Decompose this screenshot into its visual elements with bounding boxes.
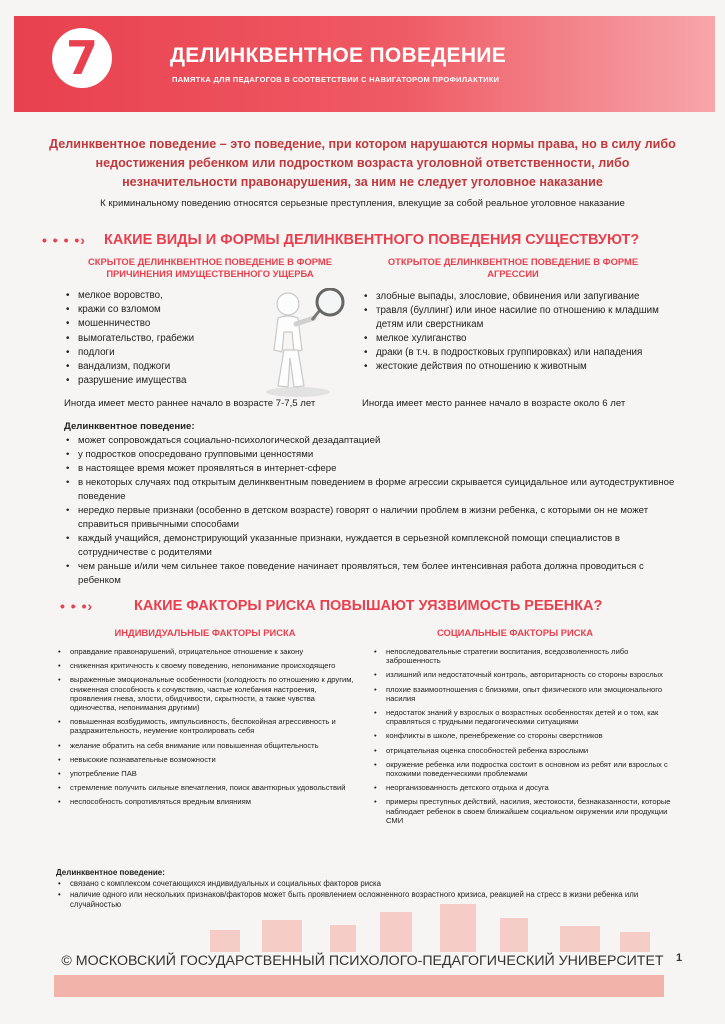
- arrow-icon: • • •›: [60, 598, 94, 614]
- page-title: ДЕЛИНКВЕНТНОЕ ПОВЕДЕНИЕ: [170, 44, 507, 67]
- bullet-list: [64, 434, 684, 588]
- list-item: • вандализм, поджоги: [64, 360, 284, 374]
- list-item: • наличие одного или нескольких признаков/факторов может быть проявлением осложненного возрастного кризиса, реакцией на стресс в жизни ребенка или случайностью: [56, 890, 656, 911]
- list-item: • стремление получить сильные впечатления, поиск авантюрных удовольствий: [56, 783, 356, 792]
- bullet-list: [362, 290, 682, 374]
- list-item: • мелкое хулиганство: [362, 332, 682, 346]
- list-item: • чем раньше и/или чем сильнее такое поведение начинает проявляться, тем более интенсивная работа должна проводиться с ребенком: [64, 560, 684, 588]
- list-item: • неорганизованность детского отдыха и досуга: [372, 783, 672, 792]
- list-item: • подлоги: [64, 346, 284, 360]
- list-item: • невысокие познавательные возможности: [56, 755, 356, 764]
- list-item: • разрушение имущества: [64, 374, 284, 388]
- copyright-text: © МОСКОВСКИЙ ГОСУДАРСТВЕННЫЙ ПСИХОЛОГО-ПЕДАГОГИЧЕСКИЙ УНИВЕРСИТЕТ: [61, 953, 664, 969]
- list-item: • окружение ребенка или подростка состоит в основном из ребят или взрослых с похожими поведенческими проблемами: [372, 760, 672, 778]
- list-item: • употребление ПАВ: [56, 769, 356, 778]
- summary2-title: Делинквентное поведение:: [56, 868, 165, 877]
- magnifier-figure-icon: [248, 288, 356, 400]
- list-item: • жестокие действия по отношению к животным: [362, 360, 682, 374]
- page-number: 1: [676, 952, 683, 964]
- list-item: • мелкое воровство,: [64, 289, 284, 303]
- hidden-behavior-note: Иногда имеет место раннее начало в возрасте 7-7,5 лет: [64, 398, 316, 409]
- list-item: • кражи со взломом: [64, 303, 284, 317]
- list-item: • оправдание правонарушений, отрицательное отношение к закону: [56, 647, 356, 656]
- list-item: • желание обратить на себя внимание или повышенная общительность: [56, 741, 356, 750]
- list-item: • отрицательная оценка способностей ребенка взрослыми: [372, 746, 672, 755]
- list-item: • каждый учащийся, демонстрирующий указанные признаки, нуждается в серьезной комплексной помощи специалистов в сотрудничестве с родителями: [64, 532, 684, 560]
- hidden-behavior-heading: СКРЫТОЕ ДЕЛИНКВЕНТНОЕ ПОВЕДЕНИЕ В ФОРМЕ ПРИЧИНЕНИЯ ИМУЩЕСТВЕННОГО УЩЕРБА: [88, 256, 332, 279]
- list-item: • травля (буллинг) или иное насилие по отношению к младшим детям или сверстникам: [362, 304, 682, 332]
- list-item: • неспособность сопротивляться вредным влияниям: [56, 797, 356, 806]
- list-item: • злобные выпады, злословие, обвинения или запугивание: [362, 290, 682, 304]
- list-item: • конфликты в школе, пренебрежение со стороны сверстников: [372, 731, 672, 740]
- open-behavior-list: [362, 290, 682, 374]
- list-item: • выраженные эмоциональные особенности (холодность по отношению к другим, сниженная способность к сочувствию, частые колебания настроения, проявления гнева, злости, обидчивости, скрытности, а также чувства одиночества, непонимания другими): [56, 675, 356, 712]
- list-item: • повышенная возбудимость, импульсивность, беспокойная агрессивность и раздражительность, неумение контролировать себя: [56, 717, 356, 735]
- list-item: • у подростков опосредовано групповыми ценностями: [64, 448, 684, 462]
- individual-factors-list: [56, 647, 356, 812]
- criminal-note: К криминальному поведению относятся серьезные преступления, влекущие за собой реальное уголовное наказание: [100, 198, 625, 209]
- list-item: • излишний или недостаточный контроль, авторитарность со стороны взрослых: [372, 670, 672, 679]
- list-item: • примеры преступных действий, насилия, жестокости, безнаказанности, которые наблюдает ребенок в своем ближайшем социальном окружении или продукции СМИ: [372, 797, 672, 825]
- list-item: • вымогательство, грабежи: [64, 332, 284, 346]
- list-item: • сниженная критичность к своему поведению, непонимание происходящего: [56, 661, 356, 670]
- bullet-list: [56, 879, 656, 911]
- list-item: • недостаток знаний у взрослых о возрастных особенностях детей и о том, как справляться с трудными педагогическими ситуациями: [372, 708, 672, 726]
- section-number-badge: 7: [52, 28, 112, 88]
- list-item: • нередко первые признаки (особенно в детском возрасте) говорят о наличии проблем в жизни ребенка, с которыми он не может справиться привычными способами: [64, 504, 684, 532]
- summary1-list: [64, 434, 684, 588]
- definition-text: Делинквентное поведение – это поведение, при котором нарушаются нормы права, но в силу либо недостижения ребенком или подростком возраста уголовной ответственности, либо незначительности правонарушения, за ним не следует уголовное наказание: [49, 137, 676, 189]
- list-item: • непоследовательные стратегии воспитания, вседозволенность либо заброшенность: [372, 647, 672, 665]
- summary2-list: [56, 879, 656, 911]
- list-item: • связано с комплексом сочетающихся индивидуальных и социальных факторов риска: [56, 879, 656, 890]
- arrow-icon: • • • •›: [42, 232, 86, 248]
- social-factors-heading: СОЦИАЛЬНЫЕ ФАКТОРЫ РИСКА: [437, 627, 593, 638]
- list-item: • драки (в т.ч. в подростковых группировках) или нападения: [362, 346, 682, 360]
- section1-heading: КАКИЕ ВИДЫ И ФОРМЫ ДЕЛИНКВЕНТНОГО ПОВЕДЕНИЯ СУЩЕСТВУЮТ?: [104, 232, 640, 248]
- page-subtitle: ПАМЯТКА ДЛЯ ПЕДАГОГОВ В СООТВЕТСТВИИ С НАВИГАТОРОМ ПРОФИЛАКТИКИ: [172, 75, 500, 84]
- social-factors-list: [372, 647, 672, 830]
- open-behavior-heading: ОТКРЫТОЕ ДЕЛИНКВЕНТНОЕ ПОВЕДЕНИЕ В ФОРМЕ АГРЕССИИ: [387, 256, 639, 279]
- individual-factors-heading: ИНДИВИДУАЛЬНЫЕ ФАКТОРЫ РИСКА: [114, 627, 296, 638]
- list-item: • в настоящее время может проявляться в интернет-сфере: [64, 462, 684, 476]
- list-item: • мошенничество: [64, 317, 284, 331]
- section2-heading: КАКИЕ ФАКТОРЫ РИСКА ПОВЫШАЮТ УЯЗВИМОСТЬ РЕБЕНКА?: [134, 598, 603, 614]
- list-item: • в некоторых случаях под открытым делинквентным поведением в форме агрессии скрывается суицидальное или аутодеструктивное поведение: [64, 476, 684, 504]
- bullet-list: [372, 647, 672, 825]
- bullet-list: [56, 647, 356, 807]
- list-item: • плохие взаимоотношения с близкими, опыт физического или эмоционального насилия: [372, 685, 672, 703]
- list-item: • может сопровождаться социально-психологической дезадаптацией: [64, 434, 684, 448]
- summary1-title: Делинквентное поведение:: [64, 421, 195, 432]
- open-behavior-note: Иногда имеет место раннее начало в возрасте около 6 лет: [362, 398, 626, 409]
